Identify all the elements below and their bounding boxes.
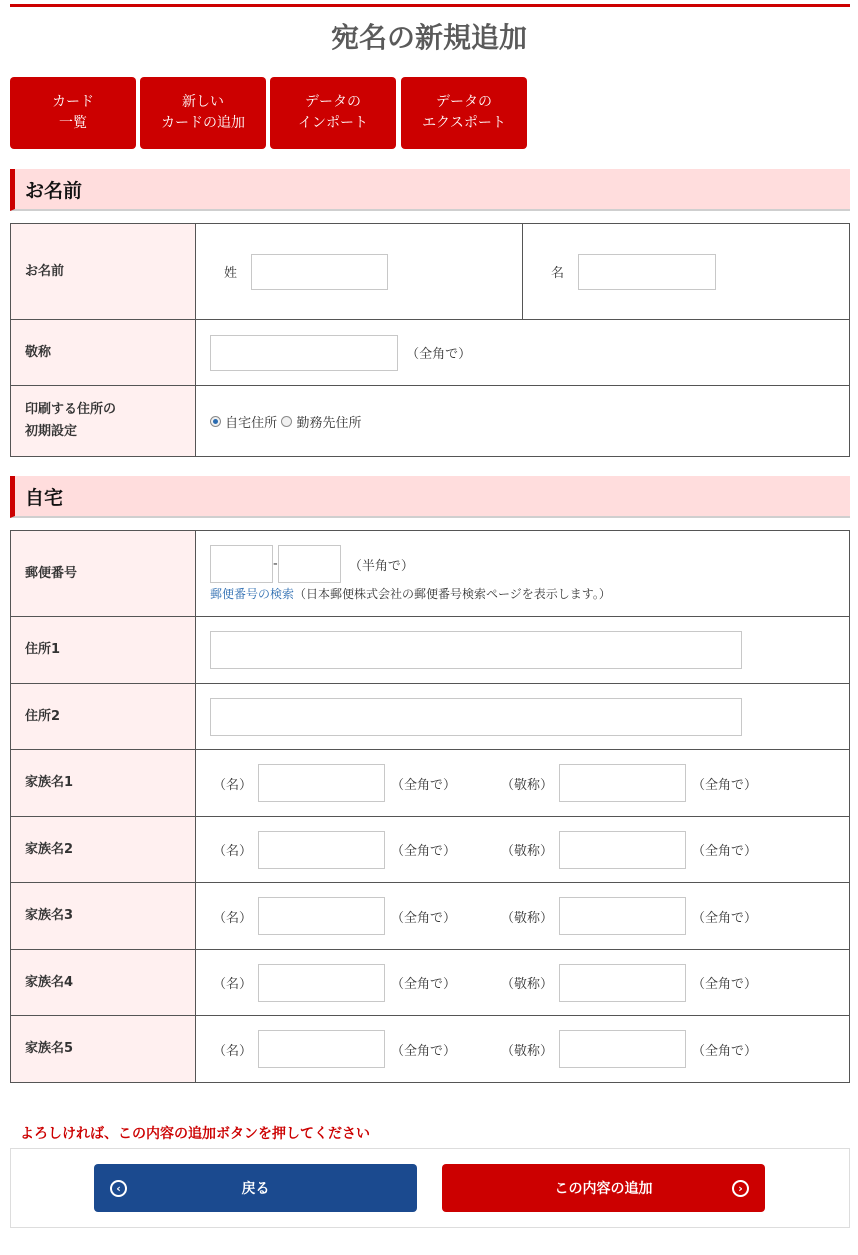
- add-card-button[interactable]: [140, 77, 266, 149]
- chevron-left-icon: ‹: [110, 1180, 127, 1197]
- submit-button[interactable]: [442, 1164, 765, 1212]
- family-row-label: 家族名5: [11, 1016, 196, 1083]
- family-cell: [196, 817, 850, 883]
- family3-name-input[interactable]: [258, 897, 385, 935]
- family-name-prefix: （名）: [213, 777, 253, 793]
- chevron-right-icon: ›: [732, 1180, 749, 1197]
- family-name-note: （全角で）: [391, 1043, 457, 1059]
- zip-search-link[interactable]: 郵便番号の検索: [210, 587, 295, 601]
- family-name-note: （全角で）: [391, 777, 457, 793]
- family1-keisho-input[interactable]: [559, 764, 686, 802]
- family-keisho-note: （全角で）: [692, 977, 758, 992]
- back-button[interactable]: [94, 1164, 417, 1212]
- family-name-prefix: （名）: [213, 910, 253, 926]
- family2-keisho-input[interactable]: [559, 831, 686, 869]
- mei-cell: [523, 224, 850, 320]
- family-name-note: （全角で）: [391, 910, 457, 926]
- family-cell: [196, 950, 850, 1016]
- zip-row: [11, 531, 850, 617]
- family-name-note: （全角で）: [391, 977, 457, 992]
- sei-cell: [196, 224, 523, 320]
- card-list-button[interactable]: [10, 77, 136, 149]
- export-label-1: データの: [436, 94, 492, 110]
- add-card-label-1: 新しい: [182, 94, 224, 110]
- family-row-5: [11, 1016, 850, 1083]
- home-address-option[interactable]: 自宅住所: [225, 415, 278, 431]
- home-form-table: [10, 530, 850, 1083]
- keisho-cell: [196, 320, 850, 386]
- submit-button-label: この内容の追加: [554, 1181, 653, 1197]
- zip2-input[interactable]: [278, 545, 341, 583]
- page-title: 宛名の新規追加: [330, 21, 527, 54]
- family-row-3: [11, 883, 850, 950]
- zip1-input[interactable]: [210, 545, 273, 583]
- print-address-label-1: 印刷する住所の: [25, 402, 117, 417]
- keisho-row: [11, 320, 850, 386]
- family-name-note: （全角で）: [391, 844, 457, 859]
- print-address-row-label: [11, 386, 196, 457]
- export-label-2: エクスポート: [422, 115, 506, 131]
- address2-row: [11, 684, 850, 750]
- mei-input[interactable]: [578, 254, 716, 290]
- family-keisho-prefix: （敬称）: [501, 1043, 554, 1059]
- name-row-label: お名前: [11, 224, 196, 320]
- keisho-input[interactable]: [210, 335, 398, 371]
- zip-note: （半角で）: [348, 558, 414, 574]
- add-card-label-2: カードの追加: [161, 115, 245, 131]
- address1-row: [11, 617, 850, 684]
- section-heading-name: お名前: [10, 169, 850, 211]
- family5-keisho-input[interactable]: [559, 1030, 686, 1068]
- back-button-label: 戻る: [241, 1181, 270, 1197]
- family-row-4: [11, 950, 850, 1016]
- address1-row-label: 住所1: [11, 617, 196, 684]
- family-cell: [196, 750, 850, 817]
- family-keisho-note: （全角で）: [692, 1043, 758, 1059]
- family-keisho-note: （全角で）: [692, 910, 758, 926]
- address1-cell: [196, 617, 850, 684]
- family4-name-input[interactable]: [258, 964, 385, 1002]
- family-name-prefix: （名）: [213, 977, 253, 992]
- zip-cell: [196, 531, 850, 617]
- print-address-cell: [196, 386, 850, 457]
- family1-name-input[interactable]: [258, 764, 385, 802]
- family-keisho-prefix: （敬称）: [501, 910, 554, 926]
- address2-cell: [196, 684, 850, 750]
- address1-input[interactable]: [210, 631, 742, 669]
- family-row-label: 家族名1: [11, 750, 196, 817]
- family-row-label: 家族名3: [11, 883, 196, 950]
- sei-label: 姓: [224, 266, 238, 281]
- family-row-label: 家族名2: [11, 817, 196, 883]
- import-data-button[interactable]: [270, 77, 396, 149]
- family-keisho-note: （全角で）: [692, 844, 758, 859]
- family-keisho-prefix: （敬称）: [501, 777, 554, 793]
- family-keisho-prefix: （敬称）: [501, 977, 554, 992]
- family-row-1: [11, 750, 850, 817]
- zip-separator: -: [273, 556, 278, 572]
- home-address-radio[interactable]: [210, 416, 221, 427]
- import-label-1: データの: [305, 94, 361, 110]
- family-name-prefix: （名）: [213, 844, 253, 859]
- sei-input[interactable]: [251, 254, 388, 290]
- mei-label: 名: [551, 266, 565, 281]
- work-address-radio[interactable]: [281, 416, 292, 427]
- family-row-2: [11, 817, 850, 883]
- address2-row-label: 住所2: [11, 684, 196, 750]
- family4-keisho-input[interactable]: [559, 964, 686, 1002]
- top-accent-bar: [10, 4, 850, 7]
- family-cell: [196, 1016, 850, 1083]
- family3-keisho-input[interactable]: [559, 897, 686, 935]
- name-form-table: [10, 223, 850, 457]
- zip-row-label: 郵便番号: [11, 531, 196, 617]
- work-address-option[interactable]: 勤務先住所: [296, 415, 362, 431]
- section-heading-home: 自宅: [10, 476, 850, 518]
- family-row-label: 家族名4: [11, 950, 196, 1016]
- family-keisho-prefix: （敬称）: [501, 844, 554, 859]
- family-name-prefix: （名）: [213, 1043, 253, 1059]
- family5-name-input[interactable]: [258, 1030, 385, 1068]
- name-row: [11, 224, 850, 320]
- print-address-row: [11, 386, 850, 457]
- print-address-label-2: 初期設定: [25, 424, 78, 439]
- keisho-row-label: 敬称: [11, 320, 196, 386]
- address2-input[interactable]: [210, 698, 742, 736]
- import-label-2: インポート: [298, 115, 368, 131]
- keisho-note: （全角で）: [406, 347, 472, 362]
- family2-name-input[interactable]: [258, 831, 385, 869]
- zip-search-note: （日本郵便株式会社の郵便番号検索ページを表示します。）: [294, 587, 611, 601]
- family-keisho-note: （全角で）: [692, 777, 758, 793]
- family-cell: [196, 883, 850, 950]
- confirm-message: よろしければ、この内容の追加ボタンを押してください: [20, 1126, 370, 1142]
- export-data-button[interactable]: [401, 77, 527, 149]
- card-list-label-2: 一覧: [59, 115, 87, 131]
- card-list-label-1: カード: [52, 94, 94, 110]
